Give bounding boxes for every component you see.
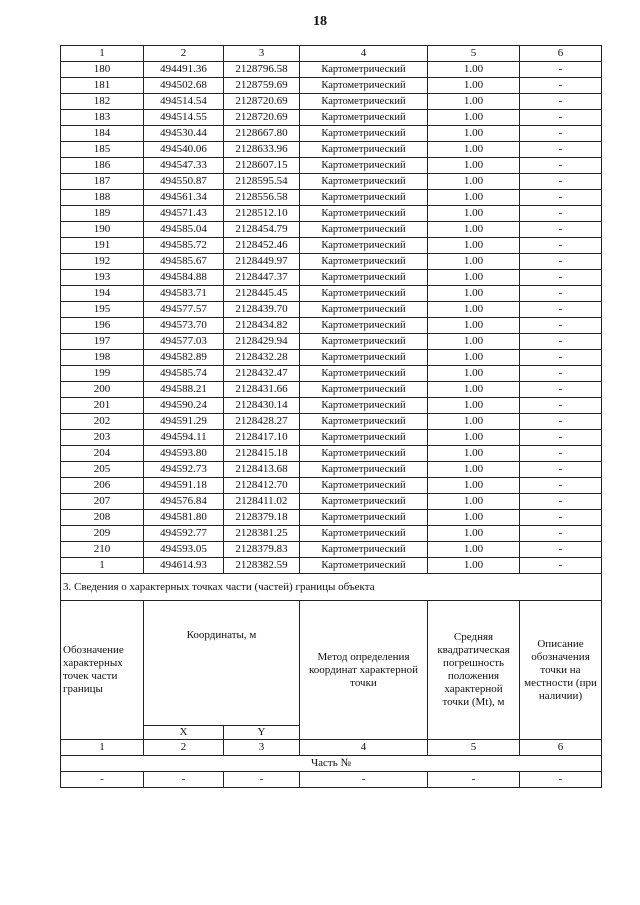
coord-y: 2128720.69 [224,110,300,126]
point-number: 202 [61,414,144,430]
method: Картометрический [300,398,428,414]
page-number: 18 [313,14,327,29]
coord-y: 2128381.25 [224,526,300,542]
coord-y: 2128411.02 [224,494,300,510]
method: Картометрический [300,110,428,126]
point-number: 204 [61,446,144,462]
coord-x: 494547.33 [144,158,224,174]
description: - [520,238,602,254]
accuracy: 1.00 [428,414,520,430]
description: - [520,446,602,462]
header-y: Y [224,726,300,740]
accuracy: 1.00 [428,462,520,478]
coord-y: 2128429.94 [224,334,300,350]
coord-x: 494585.04 [144,222,224,238]
column-number: 4 [300,740,428,756]
accuracy: 1.00 [428,382,520,398]
description: - [520,478,602,494]
coord-x: 494584.88 [144,270,224,286]
coord-y: 2128428.27 [224,414,300,430]
header-point-designation: Обозначение характерных точек части границы [61,601,144,740]
table-row [61,222,602,238]
coord-y: 2128432.28 [224,350,300,366]
accuracy: 1.00 [428,366,520,382]
description: - [520,462,602,478]
accuracy: 1.00 [428,494,520,510]
table-row [61,462,602,478]
point-number: 1 [61,558,144,574]
coord-y: 2128759.69 [224,78,300,94]
point-number: 189 [61,206,144,222]
description: - [520,174,602,190]
coord-x: 494550.87 [144,174,224,190]
boundary-points-table [60,45,602,788]
coord-x: 494491.36 [144,62,224,78]
method: Картометрический [300,558,428,574]
table-row [61,126,602,142]
description: - [520,94,602,110]
accuracy: 1.00 [428,270,520,286]
coord-x: 494561.34 [144,190,224,206]
method: Картометрический [300,158,428,174]
section-3-title: 3. Сведения о характерных точках части (частей) границы объекта [61,574,602,601]
method: Картометрический [300,510,428,526]
accuracy: 1.00 [428,174,520,190]
table-row [61,238,602,254]
coord-x: 494514.54 [144,94,224,110]
coord-y: 2128432.47 [224,366,300,382]
header-coordinates: Координаты, м [144,601,300,726]
coord-y: 2128796.58 [224,62,300,78]
empty-cell: - [61,772,144,788]
accuracy: 1.00 [428,430,520,446]
accuracy: 1.00 [428,286,520,302]
method: Картометрический [300,174,428,190]
empty-cell: - [300,772,428,788]
coord-x: 494592.77 [144,526,224,542]
point-number: 186 [61,158,144,174]
method: Картометрический [300,494,428,510]
description: - [520,382,602,398]
method: Картометрический [300,286,428,302]
description: - [520,414,602,430]
description: - [520,222,602,238]
coord-y: 2128667.80 [224,126,300,142]
description: - [520,270,602,286]
description: - [520,78,602,94]
accuracy: 1.00 [428,110,520,126]
coord-y: 2128413.68 [224,462,300,478]
empty-cell: - [224,772,300,788]
method: Картометрический [300,430,428,446]
coord-y: 2128512.10 [224,206,300,222]
method: Картометрический [300,270,428,286]
accuracy: 1.00 [428,350,520,366]
table-row [61,398,602,414]
coord-y: 2128447.37 [224,270,300,286]
coord-y: 2128720.69 [224,94,300,110]
coord-y: 2128379.18 [224,510,300,526]
empty-data-row [61,772,602,788]
table-row [61,94,602,110]
coord-x: 494577.03 [144,334,224,350]
coord-x: 494530.44 [144,126,224,142]
coord-x: 494585.74 [144,366,224,382]
column-number: 5 [428,46,520,62]
table-row [61,350,602,366]
description: - [520,398,602,414]
point-number: 196 [61,318,144,334]
description: - [520,350,602,366]
coord-x: 494593.05 [144,542,224,558]
table-row [61,190,602,206]
method: Картометрический [300,334,428,350]
table-row [61,510,602,526]
method: Картометрический [300,142,428,158]
description: - [520,494,602,510]
method: Картометрический [300,78,428,94]
coord-x: 494592.73 [144,462,224,478]
header-x: X [144,726,224,740]
table-row [61,558,602,574]
coord-y: 2128607.15 [224,158,300,174]
description: - [520,206,602,222]
accuracy: 1.00 [428,254,520,270]
coord-x: 494593.80 [144,446,224,462]
table-row [61,286,602,302]
point-number: 180 [61,62,144,78]
description: - [520,158,602,174]
coord-y: 2128431.66 [224,382,300,398]
point-number: 197 [61,334,144,350]
coord-y: 2128633.96 [224,142,300,158]
accuracy: 1.00 [428,94,520,110]
accuracy: 1.00 [428,62,520,78]
coord-x: 494585.72 [144,238,224,254]
coord-x: 494594.11 [144,430,224,446]
method: Картометрический [300,382,428,398]
point-number: 200 [61,382,144,398]
coord-y: 2128434.82 [224,318,300,334]
accuracy: 1.00 [428,78,520,94]
table-row [61,478,602,494]
point-number: 185 [61,142,144,158]
table-row [61,542,602,558]
point-number: 205 [61,462,144,478]
method: Картометрический [300,94,428,110]
header-method: Метод определения координат характерной точки [300,601,428,740]
coord-y: 2128417.10 [224,430,300,446]
description: - [520,558,602,574]
description: - [520,286,602,302]
accuracy: 1.00 [428,318,520,334]
accuracy: 1.00 [428,526,520,542]
coord-y: 2128430.14 [224,398,300,414]
point-number: 182 [61,94,144,110]
column-number: 4 [300,46,428,62]
coord-x: 494591.29 [144,414,224,430]
coord-x: 494590.24 [144,398,224,414]
description: - [520,510,602,526]
coord-y: 2128379.83 [224,542,300,558]
column-number: 3 [224,740,300,756]
table-row [61,430,602,446]
method: Картометрический [300,206,428,222]
table-row [61,254,602,270]
method: Картометрический [300,414,428,430]
coord-y: 2128595.54 [224,174,300,190]
point-number: 195 [61,302,144,318]
point-number: 191 [61,238,144,254]
accuracy: 1.00 [428,302,520,318]
method: Картометрический [300,526,428,542]
header-description: Описание обозначения точки на местности (при наличии) [520,601,602,740]
coord-y: 2128415.18 [224,446,300,462]
coord-y: 2128449.97 [224,254,300,270]
method: Картометрический [300,446,428,462]
table-row [61,62,602,78]
accuracy: 1.00 [428,558,520,574]
description: - [520,430,602,446]
coord-x: 494573.70 [144,318,224,334]
point-number: 207 [61,494,144,510]
accuracy: 1.00 [428,206,520,222]
coord-y: 2128445.45 [224,286,300,302]
table-row [61,142,602,158]
description: - [520,142,602,158]
description: - [520,334,602,350]
accuracy: 1.00 [428,238,520,254]
description: - [520,366,602,382]
coord-x: 494502.68 [144,78,224,94]
point-number: 190 [61,222,144,238]
coord-x: 494581.80 [144,510,224,526]
coord-y: 2128556.58 [224,190,300,206]
point-number: 199 [61,366,144,382]
point-number: 188 [61,190,144,206]
point-number: 193 [61,270,144,286]
section-3-header-row [61,601,602,726]
empty-cell: - [428,772,520,788]
description: - [520,254,602,270]
coord-x: 494576.84 [144,494,224,510]
coord-x: 494540.06 [144,142,224,158]
accuracy: 1.00 [428,510,520,526]
table-row [61,494,602,510]
coord-x: 494588.21 [144,382,224,398]
column-number: 2 [144,740,224,756]
part-label-row [61,756,602,772]
coord-x: 494614.93 [144,558,224,574]
method: Картометрический [300,318,428,334]
description: - [520,542,602,558]
table-row [61,382,602,398]
points-table-body [61,46,602,574]
method: Картометрический [300,462,428,478]
point-number: 192 [61,254,144,270]
coord-y: 2128439.70 [224,302,300,318]
method: Картометрический [300,350,428,366]
table-row [61,366,602,382]
description: - [520,110,602,126]
method: Картометрический [300,62,428,78]
accuracy: 1.00 [428,142,520,158]
point-number: 201 [61,398,144,414]
point-number: 210 [61,542,144,558]
section-3-column-number-row [61,740,602,756]
method: Картометрический [300,190,428,206]
coord-y: 2128382.59 [224,558,300,574]
accuracy: 1.00 [428,126,520,142]
table-row [61,174,602,190]
table-row [61,302,602,318]
coord-y: 2128452.46 [224,238,300,254]
accuracy: 1.00 [428,446,520,462]
header-accuracy: Средняя квадратическая погрешность положения характерной точки (Mt), м [428,601,520,740]
coord-x: 494514.55 [144,110,224,126]
coord-y: 2128412.70 [224,478,300,494]
accuracy: 1.00 [428,398,520,414]
point-number: 198 [61,350,144,366]
accuracy: 1.00 [428,190,520,206]
method: Картометрический [300,542,428,558]
column-number: 6 [520,740,602,756]
coord-x: 494591.18 [144,478,224,494]
point-number: 184 [61,126,144,142]
table-row [61,334,602,350]
column-number: 6 [520,46,602,62]
table-row [61,446,602,462]
description: - [520,62,602,78]
column-number: 1 [61,740,144,756]
accuracy: 1.00 [428,478,520,494]
accuracy: 1.00 [428,222,520,238]
column-number: 5 [428,740,520,756]
coord-x: 494571.43 [144,206,224,222]
description: - [520,126,602,142]
method: Картометрический [300,302,428,318]
description: - [520,302,602,318]
empty-cell: - [520,772,602,788]
column-number: 1 [61,46,144,62]
table-row [61,414,602,430]
table-row [61,78,602,94]
accuracy: 1.00 [428,334,520,350]
method: Картометрический [300,126,428,142]
column-number: 2 [144,46,224,62]
table-row [61,526,602,542]
point-number: 206 [61,478,144,494]
section-3 [61,574,602,788]
method: Картометрический [300,222,428,238]
accuracy: 1.00 [428,542,520,558]
empty-cell: - [144,772,224,788]
point-number: 209 [61,526,144,542]
table-row [61,110,602,126]
method: Картометрический [300,238,428,254]
column-number-row [61,46,602,62]
coord-x: 494577.57 [144,302,224,318]
description: - [520,190,602,206]
coord-x: 494582.89 [144,350,224,366]
point-number: 181 [61,78,144,94]
column-number: 3 [224,46,300,62]
point-number: 203 [61,430,144,446]
method: Картометрический [300,478,428,494]
description: - [520,318,602,334]
table-row [61,206,602,222]
table-row [61,318,602,334]
coord-x: 494583.71 [144,286,224,302]
accuracy: 1.00 [428,158,520,174]
point-number: 208 [61,510,144,526]
point-number: 194 [61,286,144,302]
coord-y: 2128454.79 [224,222,300,238]
part-label: Часть № [61,756,602,772]
table-row [61,270,602,286]
point-number: 183 [61,110,144,126]
description: - [520,526,602,542]
coord-x: 494585.67 [144,254,224,270]
point-number: 187 [61,174,144,190]
method: Картометрический [300,366,428,382]
method: Картометрический [300,254,428,270]
table-row [61,158,602,174]
